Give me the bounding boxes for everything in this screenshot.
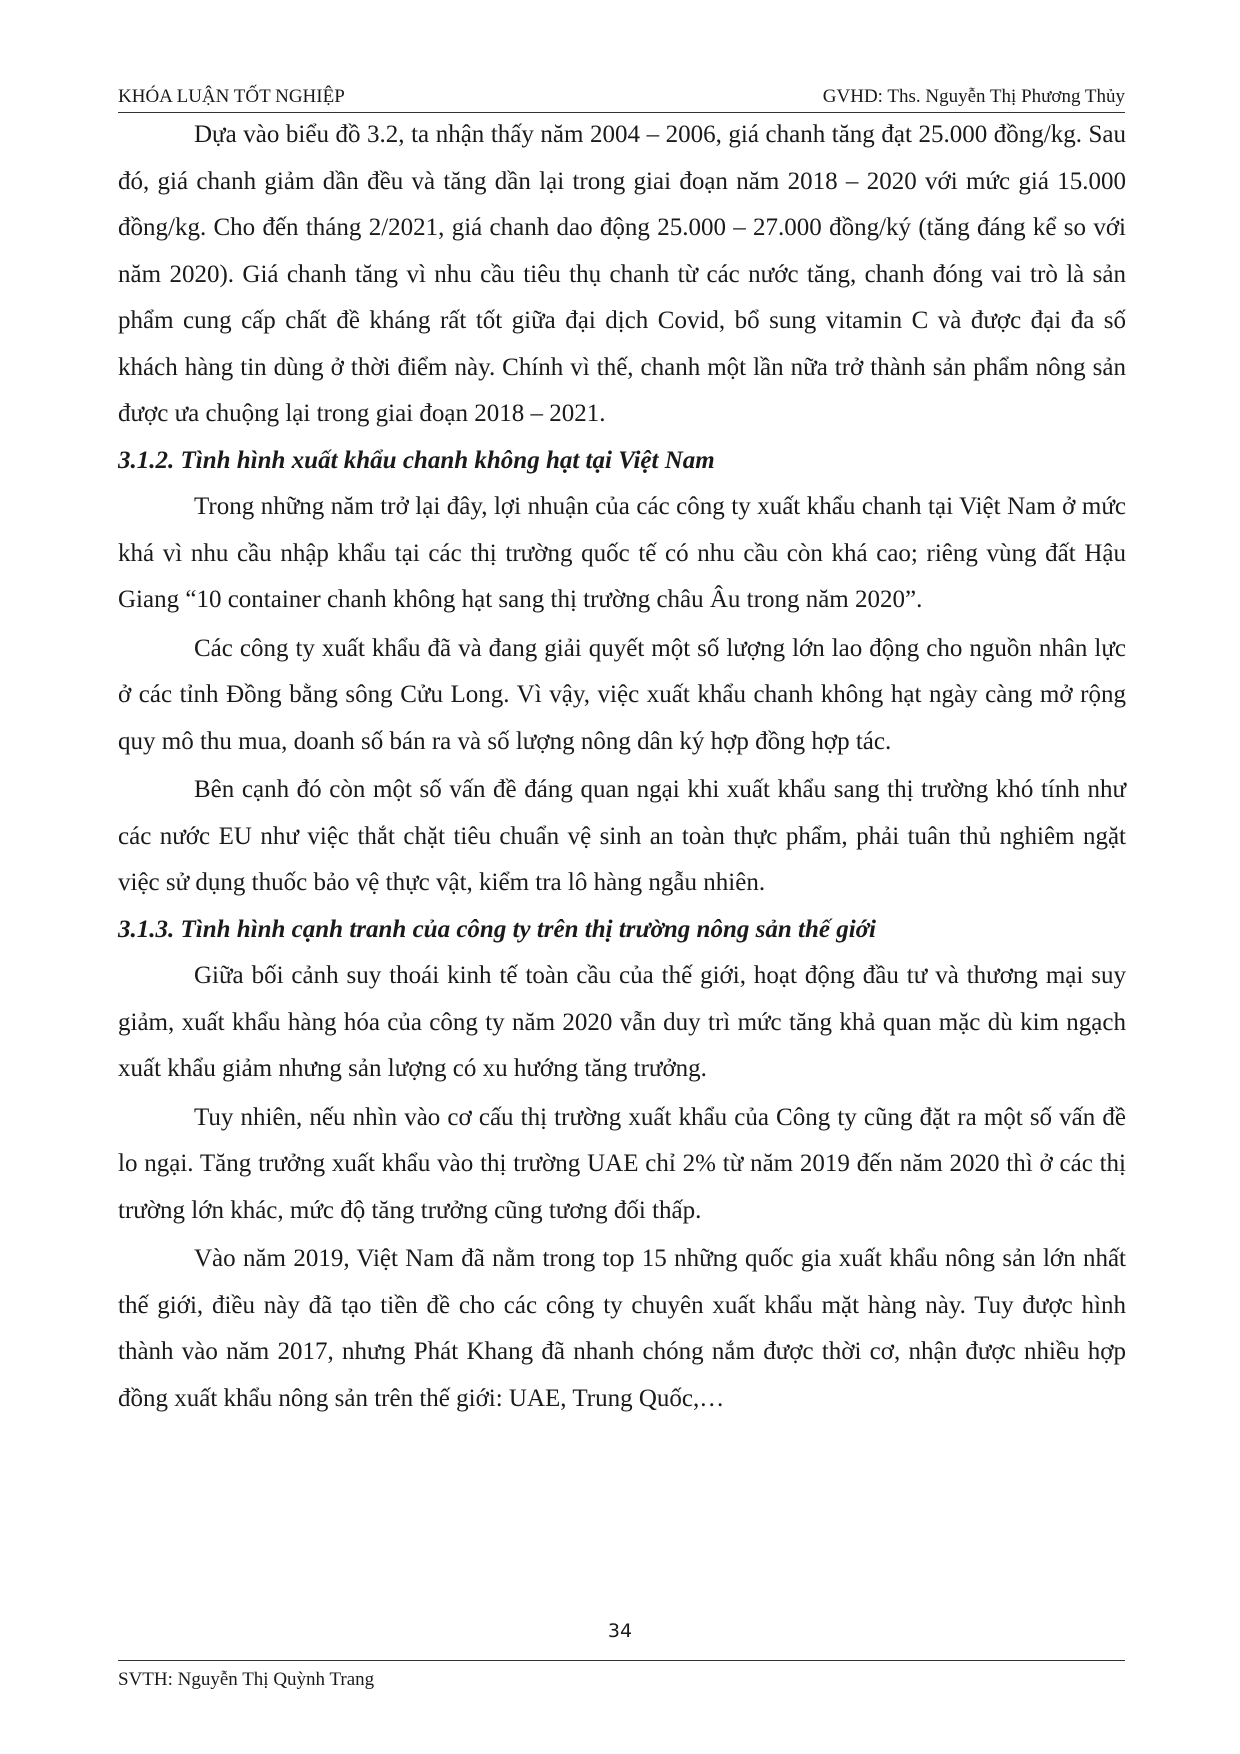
page-content xyxy=(118,112,1126,1422)
paragraph-eu-concerns: Bên cạnh đó còn một số vấn đề đáng quan ngại khi xuất khẩu sang thị trường khó tính như các nước EU như việc thắt chặt tiêu chuẩn vệ sinh an toàn thực phẩm, phải tuân thủ nghiêm ngặt việc sử dụng thuốc bảo vệ thực vật, kiểm tra lô hàng ngẫu nhiên. xyxy=(118,776,1126,896)
paragraph-vietnam-top15: Vào năm 2019, Việt Nam đã nằm trong top 15 những quốc gia xuất khẩu nông sản lớn nhất thế giới, điều này đã tạo tiền đề cho các công ty chuyên xuất khẩu mặt hàng này. Tuy được hình thành vào năm 2017, nhưng Phát Khang đã nhanh chóng nắm được thời cơ, nhận được nhiều hợp đồng xuất khẩu nông sản trên thế giới: UAE, Trung Quốc,… xyxy=(118,1245,1126,1412)
paragraph-market-structure: Tuy nhiên, nếu nhìn vào cơ cấu thị trường xuất khẩu của Công ty cũng đặt ra một số vấn đề lo ngại. Tăng trưởng xuất khẩu vào thị trường UAE chỉ 2% từ năm 2019 đến năm 2020 thì ở các thị trường lớn khác, mức độ tăng trưởng cũng tương đối thấp. xyxy=(118,1103,1126,1224)
section-heading-3-1-3: 3.1.3. Tình hình cạnh tranh của công ty trên thị trường nông sản thế giới xyxy=(118,915,876,943)
page-number: 34 xyxy=(607,1620,633,1642)
footer-student: SVTH: Nguyễn Thị Quỳnh Trang xyxy=(118,1669,375,1690)
header-supervisor: GVHD: Ths. Nguyễn Thị Phương Thủy xyxy=(822,86,1125,107)
paragraph-price-analysis: Dựa vào biểu đồ 3.2, ta nhận thấy năm 2004 – 2006, giá chanh tăng đạt 25.000 đồng/kg. Sau đó, giá chanh giảm dần đều và tăng dần lại trong giai đoạn năm 2018 – 2020 với mức giá 15.000 đồng/kg. Cho đến tháng 2/2021, giá chanh dao động 25.000 – 27.000 đồng/ký (tăng đáng kể so với năm 2020). Giá chanh tăng vì nhu cầu tiêu thụ chanh từ các nước tăng, chanh đóng vai trò là sản phẩm cung cấp chất đề kháng rất tốt giữa đại dịch Covid, bổ sung vitamin C và được đại đa số khách hàng tin dùng ở thời điểm này. Chính vì thế, chanh một lần nữa trở thành sản phẩm nông sản được ưa chuộng lại trong giai đoạn 2018 – 2021. xyxy=(118,121,1126,427)
page-header xyxy=(118,74,1125,113)
section-heading-3-1-2: 3.1.2. Tình hình xuất khẩu chanh không hạt tại Việt Nam xyxy=(118,446,715,474)
paragraph-global-context: Giữa bối cảnh suy thoái kinh tế toàn cầu của thế giới, hoạt động đầu tư và thương mại suy giảm, xuất khẩu hàng hóa của công ty năm 2020 vẫn duy trì mức tăng khả quan mặc dù kim ngạch xuất khẩu giảm nhưng sản lượng có xu hướng tăng trưởng. xyxy=(118,962,1126,1082)
paragraph-export-profit: Trong những năm trở lại đây, lợi nhuận của các công ty xuất khẩu chanh tại Việt Nam ở mức khá vì nhu cầu nhập khẩu tại các thị trường quốc tế có nhu cầu còn khá cao; riêng vùng đất Hậu Giang “10 container chanh không hạt sang thị trường châu Âu trong năm 2020”. xyxy=(118,493,1126,613)
header-thesis-title: KHÓA LUẬN TỐT NGHIỆP xyxy=(118,86,345,107)
page-footer xyxy=(118,1660,1125,1691)
paragraph-labor: Các công ty xuất khẩu đã và đang giải quyết một số lượng lớn lao động cho nguồn nhân lực ở các tỉnh Đồng bằng sông Cửu Long. Vì vậy, việc xuất khẩu chanh không hạt ngày càng mở rộng quy mô thu mua, doanh số bán ra và số lượng nông dân ký hợp đồng hợp tác. xyxy=(118,634,1126,755)
